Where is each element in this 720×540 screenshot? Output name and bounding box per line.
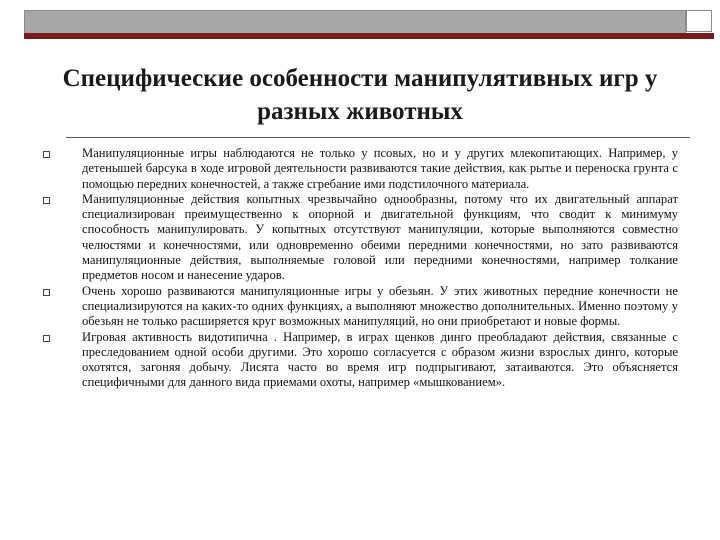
bullet-text: Игровая активность видотипична . Например, в играх щенков динго преобладают действия, связанные с преследованием одной особи другими. Это хорошо согласуется с образом жизни взрослых динго, которые охотятся, загоняя добычу. Лисята часто во время игр подпрыгивают, затаиваются. Это объясняется специфичными для данного вида приемами охоты, например «мышкованием». [82,329,678,390]
bullet-item-ungulates [38,192,678,284]
header-accent-line [24,33,714,39]
bullet-text: Манипуляционные действия копытных чрезвычайно однообразны, потому что их двигательный аппарат специализирован преимущественно к опорной и двигательной функциям, что сводит к минимуму способность манипулировать. У копытных отсутствуют манипуляции, которые выполняются совместно челюстями и конечностями, или одновременно обеими передними конечностями, но зато развиваются манипуляционные действия, выполняемые головой или передними конечностями, например толкание предметов носом и нанесение ударов. [82,191,678,283]
square-bullet-icon [43,197,50,204]
title-divider [66,137,690,138]
square-bullet-icon [43,289,50,296]
bullet-item-badgers [38,146,678,192]
bullet-text: Очень хорошо развиваются манипуляционные игры у обезьян. У этих животных передние конечности не специализируются на каких-то одних функциях, а выполняют множество дополнительных. Именно поэтому у обезьян не только расширяется круг возможных манипуляций, но они приобретают и новые формы. [82,283,678,329]
square-bullet-icon [43,151,50,158]
square-bullet-icon [43,335,50,342]
bullet-item-monkeys [38,284,678,330]
slide-title: Специфические особенности манипулятивных игр у разных животных [62,65,658,125]
header-bar [24,10,686,34]
header-corner-square [686,10,712,32]
bullet-text: Манипуляционные игры наблюдаются не только у псовых, но и у других млекопитающих. Например, у детенышей барсука в ходе игровой деятельности развиваются такие действия, как рытье и переноска грунта с помощью передних конечностей, а также сгребание ими подстилочного материала. [82,146,678,191]
bullet-list [38,146,678,391]
bullet-item-dingo [38,330,678,391]
